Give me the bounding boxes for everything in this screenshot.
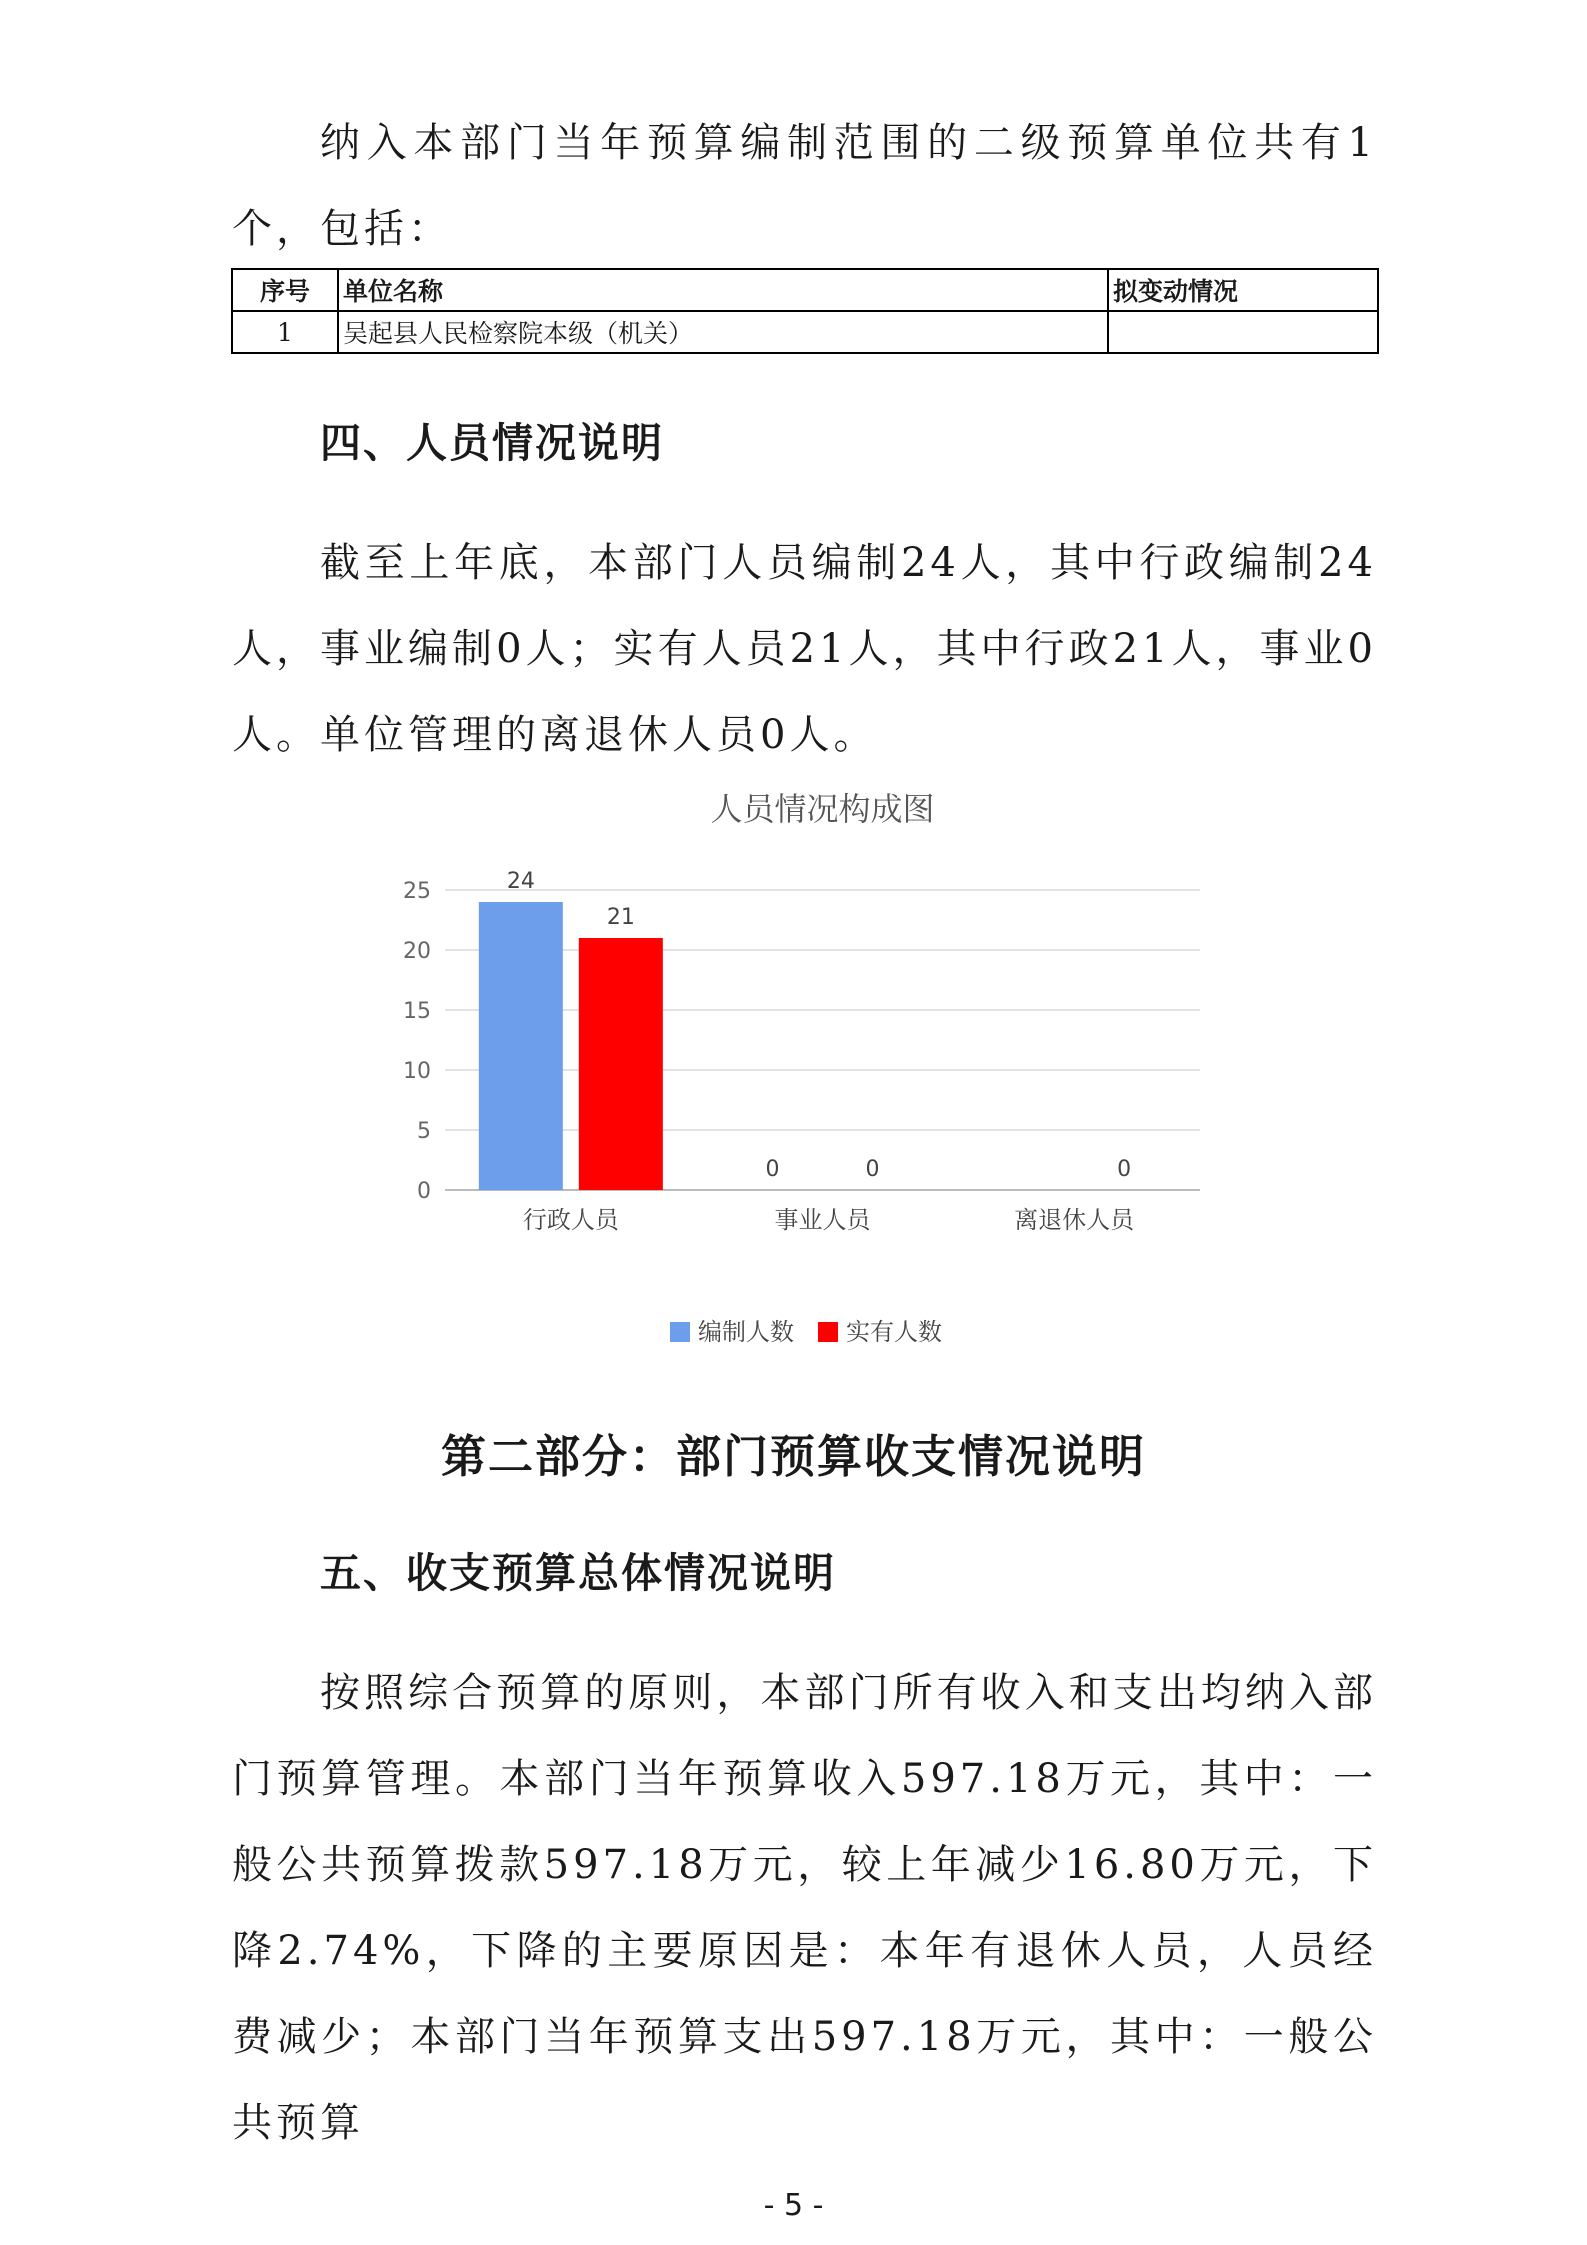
data-label: 21	[606, 905, 635, 930]
table-cell: 吴起县人民检察院本级（机关）	[338, 311, 1108, 353]
section-heading: 四、人员情况说明	[320, 419, 664, 467]
chart-bar	[479, 902, 563, 1190]
intro-paragraph: 纳入本部门当年预算编制范围的二级预算单位共有1个，包括：	[232, 120, 1377, 252]
y-tick-label: 10	[403, 1059, 431, 1084]
table-header-row	[232, 269, 1378, 311]
legend-swatch	[670, 1322, 690, 1342]
table-header-cell: 序号	[232, 269, 338, 311]
table-header-cell: 单位名称	[338, 269, 1108, 311]
part-title: 第二部分：部门预算收支情况说明	[440, 1430, 1146, 1483]
data-label: 0	[865, 1157, 880, 1182]
chart-svg	[360, 780, 1240, 1360]
chart-bar	[579, 938, 663, 1190]
table-cell	[1108, 311, 1378, 353]
data-label: 0	[1117, 1157, 1132, 1182]
section-heading: 五、收支预算总体情况说明	[320, 1549, 836, 1597]
legend-label: 实有人数	[846, 1318, 942, 1346]
section4-paragraph: 截至上年底，本部门人员编制24人，其中行政编制24人，事业编制0人；实有人员21人，其中行政21人，事业0人。单位管理的离退休人员0人。	[232, 540, 1377, 758]
y-tick-label: 25	[403, 879, 431, 904]
page-number: - 5 -	[763, 2188, 824, 2223]
table-row	[232, 311, 1378, 353]
x-tick-label: 行政人员	[522, 1206, 619, 1234]
x-tick-label: 离退休人员	[1014, 1206, 1135, 1234]
data-label: 0	[765, 1157, 780, 1182]
y-tick-label: 15	[403, 999, 431, 1024]
x-tick-label: 事业人员	[774, 1206, 871, 1234]
y-tick-label: 5	[417, 1119, 431, 1144]
units-table	[231, 268, 1379, 354]
personnel-chart	[360, 780, 1240, 1360]
y-tick-label: 20	[403, 939, 431, 964]
section5-paragraph: 按照综合预算的原则，本部门所有收入和支出均纳入部门预算管理。本部门当年预算收入597.18万元，其中：一般公共预算拨款597.18万元，较上年减少16.80万元，下降2.74%，下降的主要原因是：本年有退休人员，人员经费减少；本部门当年预算支出597.18万元，其中：一般公共预算	[232, 1670, 1377, 2146]
legend-swatch	[818, 1322, 838, 1342]
chart-title: 人员情况构成图	[710, 790, 935, 828]
data-label: 24	[506, 869, 535, 894]
y-tick-label: 0	[417, 1179, 431, 1204]
table-header-cell: 拟变动情况	[1108, 269, 1378, 311]
legend-label: 编制人数	[698, 1318, 794, 1346]
table-cell: 1	[232, 311, 338, 353]
